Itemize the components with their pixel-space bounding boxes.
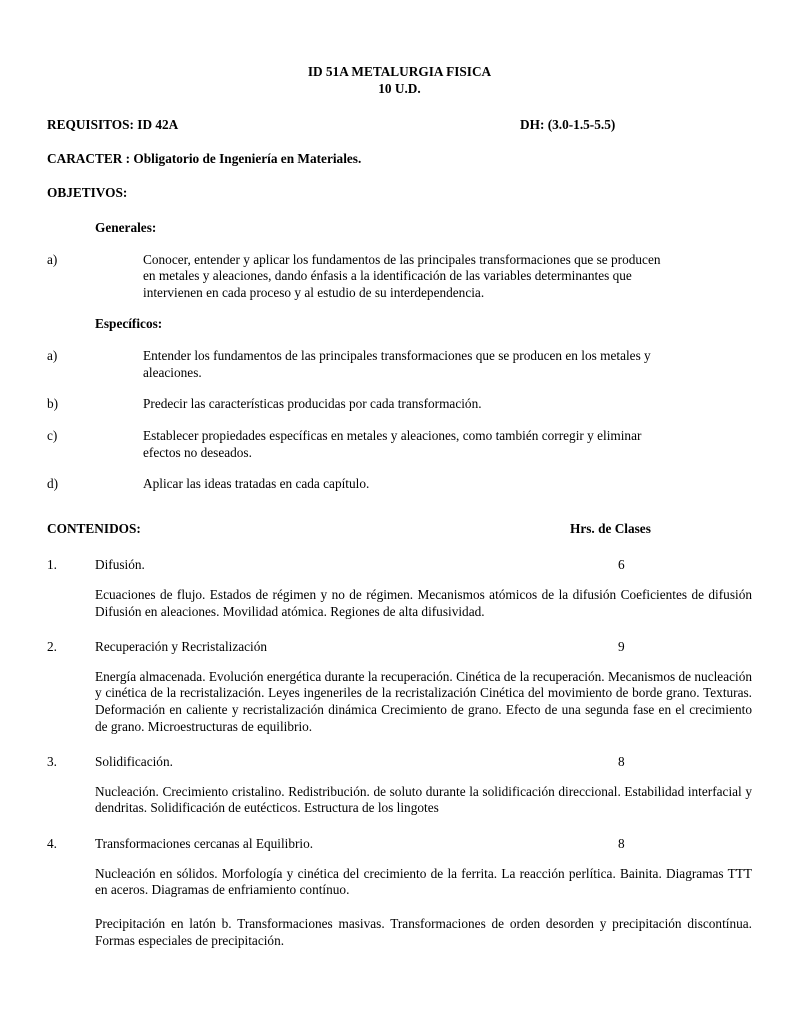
content-item-row-1 xyxy=(47,557,752,574)
requisitos-row xyxy=(47,117,752,134)
list-item-generales-a xyxy=(47,252,752,302)
item-label: c) xyxy=(47,427,58,443)
item-text: Predecir las características producidas por cada transformación. xyxy=(143,396,482,412)
item-title: Difusión. xyxy=(95,557,145,573)
item-text: Entender los fundamentos de las principales transformaciones que se producen en los metales y aleaciones. xyxy=(143,348,651,380)
contenidos-heading: CONTENIDOS: xyxy=(47,520,141,536)
item-number: 2. xyxy=(47,639,57,655)
list-item-especificos-d xyxy=(47,476,752,493)
item-description: Ecuaciones de flujo. Estados de régimen y no de régimen. Mecanismos atómicos de la difusión Coeficientes de difusión Difusión en aleaciones. Movilidad atómica. Regiones de alta difusividad. xyxy=(95,586,752,619)
item-hours: 8 xyxy=(618,836,625,852)
item-label: a) xyxy=(47,348,58,364)
list-item-especificos-a xyxy=(47,348,752,381)
item-description: Energía almacenada. Evolución energética durante la recuperación. Cinética de la recuperación. Mecanismos de nucleación y cinética de la recristalización. Leyes ingeneriles de la recristalización Cinética del movimiento de borde grano. Texturas. Deformación en caliente y recristalización dinámica Crecimiento de grano. Efecto de una segunda fase en el crecimiento de grano. Microestructuras de equilibrio. xyxy=(95,668,752,734)
content-item-row-3 xyxy=(47,754,752,771)
item-number: 4. xyxy=(47,836,57,852)
course-units: 10 U.D. xyxy=(378,80,421,96)
list-item-especificos-c xyxy=(47,428,752,461)
caracter-line: CARACTER : Obligatorio de Ingeniería en Materiales. xyxy=(47,150,362,166)
item-text: Conocer, entender y aplicar los fundamentos de las principales transformaciones que se producen en metales y aleaciones, dando énfasis a la identificación de las variables determinantes que intervienen en cada proceso y al estudio de su interdependencia. xyxy=(143,251,661,300)
item-hours: 8 xyxy=(618,754,625,770)
content-item-row-2 xyxy=(47,639,752,656)
item-description: Nucleación en sólidos. Morfología y cinética del crecimiento de la ferrita. La reacción perlítica. Bainita. Diagramas TTT en aceros. Diagramas de enfriamiento contínuo. xyxy=(95,865,752,898)
item-title: Transformaciones cercanas al Equilibrio. xyxy=(95,836,314,852)
item-label: a) xyxy=(47,251,58,267)
hours-heading: Hrs. de Clases xyxy=(570,520,651,536)
item-description: Nucleación. Crecimiento cristalino. Redistribución. de soluto durante la solidificación direccional. Estabilidad interfacial y dendritas. Solidificación de eutécticos. Estructura de los lingotes xyxy=(95,783,752,816)
course-title: ID 51A METALURGIA FISICA xyxy=(307,64,492,79)
item-description: Precipitación en latón b. Transformaciones masivas. Transformaciones de orden desorden y precipitación discontínua. Formas especiales de precipitación. xyxy=(95,915,752,948)
item-title: Solidificación. xyxy=(95,754,173,770)
item-number: 3. xyxy=(47,754,57,770)
item-hours: 9 xyxy=(618,639,625,655)
item-label: d) xyxy=(47,476,59,492)
document-header xyxy=(47,64,752,97)
item-number: 1. xyxy=(47,557,57,573)
requisitos-label: REQUISITOS: ID 42A xyxy=(47,117,179,133)
item-hours: 6 xyxy=(618,557,625,573)
objetivos-heading: OBJETIVOS: xyxy=(47,185,128,201)
dh-label: DH: (3.0-1.5-5.5) xyxy=(520,117,616,133)
content-item-row-4 xyxy=(47,836,752,853)
generales-heading: Generales: xyxy=(95,220,157,236)
item-text: Establecer propiedades específicas en metales y aleaciones, como también corregir y eliminar efectos no deseados. xyxy=(143,427,642,460)
item-label: b) xyxy=(47,396,59,412)
list-item-especificos-b xyxy=(47,396,752,413)
contenidos-header xyxy=(47,521,752,538)
especificos-heading: Específicos: xyxy=(95,316,163,332)
item-text: Aplicar las ideas tratadas en cada capítulo. xyxy=(143,476,370,492)
item-title: Recuperación y Recristalización xyxy=(95,639,268,655)
